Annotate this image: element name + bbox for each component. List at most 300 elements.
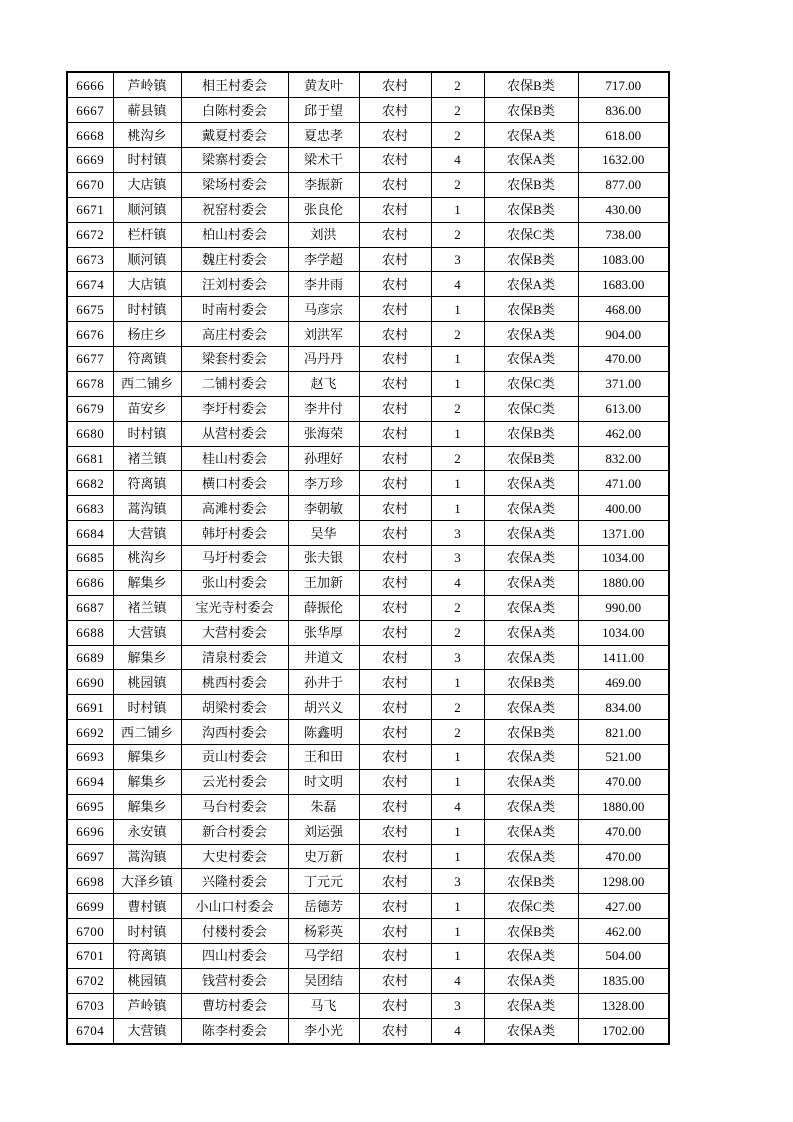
table-cell-count: 1	[431, 819, 484, 844]
table-cell-record-id: 6678	[67, 371, 113, 396]
table-cell-count: 1	[431, 471, 484, 496]
table-cell-count: 1	[431, 919, 484, 944]
table-cell-insurance-category: 农保B类	[484, 72, 578, 98]
table-cell-record-id: 6697	[67, 844, 113, 869]
table-cell-person-name: 马彦宗	[288, 297, 359, 322]
table-cell-village-committee: 贡山村委会	[181, 745, 288, 770]
table-cell-residence-type: 农村	[359, 521, 431, 546]
table-cell-residence-type: 农村	[359, 72, 431, 98]
table-cell-insurance-category: 农保A类	[484, 148, 578, 173]
table-row	[67, 322, 669, 347]
table-cell-record-id: 6673	[67, 247, 113, 272]
table-cell-village-committee: 马圩村委会	[181, 546, 288, 571]
table-cell-insurance-category: 农保C类	[484, 222, 578, 247]
table-cell-residence-type: 农村	[359, 844, 431, 869]
table-cell-person-name: 时文明	[288, 769, 359, 794]
table-row	[67, 993, 669, 1018]
table-cell-town: 大泽乡镇	[113, 869, 181, 894]
table-cell-residence-type: 农村	[359, 869, 431, 894]
table-cell-record-id: 6700	[67, 919, 113, 944]
table-cell-residence-type: 农村	[359, 919, 431, 944]
table-cell-person-name: 孙井于	[288, 670, 359, 695]
table-cell-village-committee: 高滩村委会	[181, 496, 288, 521]
table-cell-person-name: 吴华	[288, 521, 359, 546]
table-cell-insurance-category: 农保A类	[484, 595, 578, 620]
table-cell-insurance-category: 农保A类	[484, 968, 578, 993]
benefits-table-body	[67, 72, 669, 1044]
table-cell-residence-type: 农村	[359, 1018, 431, 1044]
table-cell-village-committee: 大史村委会	[181, 844, 288, 869]
table-cell-residence-type: 农村	[359, 944, 431, 969]
table-cell-insurance-category: 农保A类	[484, 819, 578, 844]
table-cell-town: 解集乡	[113, 570, 181, 595]
table-cell-insurance-category: 农保B类	[484, 720, 578, 745]
table-cell-village-committee: 魏庄村委会	[181, 247, 288, 272]
table-cell-person-name: 薛振伦	[288, 595, 359, 620]
table-cell-person-name: 陈鑫明	[288, 720, 359, 745]
table-cell-residence-type: 农村	[359, 98, 431, 123]
table-cell-person-name: 刘洪	[288, 222, 359, 247]
table-cell-residence-type: 农村	[359, 546, 431, 571]
table-cell-amount: 470.00	[578, 819, 669, 844]
table-cell-count: 1	[431, 371, 484, 396]
table-cell-record-id: 6692	[67, 720, 113, 745]
table-cell-person-name: 李井付	[288, 396, 359, 421]
table-cell-person-name: 王加新	[288, 570, 359, 595]
table-row	[67, 272, 669, 297]
table-cell-amount: 904.00	[578, 322, 669, 347]
table-cell-town: 符离镇	[113, 944, 181, 969]
table-cell-town: 栏杆镇	[113, 222, 181, 247]
table-cell-count: 4	[431, 570, 484, 595]
table-cell-village-committee: 韩圩村委会	[181, 521, 288, 546]
table-cell-record-id: 6686	[67, 570, 113, 595]
table-row	[67, 968, 669, 993]
table-cell-person-name: 李井雨	[288, 272, 359, 297]
table-row	[67, 819, 669, 844]
table-cell-amount: 613.00	[578, 396, 669, 421]
table-cell-record-id: 6680	[67, 421, 113, 446]
table-row	[67, 98, 669, 123]
table-cell-town: 大店镇	[113, 172, 181, 197]
table-cell-person-name: 刘洪军	[288, 322, 359, 347]
table-cell-insurance-category: 农保B类	[484, 421, 578, 446]
table-cell-record-id: 6704	[67, 1018, 113, 1044]
table-row	[67, 919, 669, 944]
table-cell-count: 1	[431, 745, 484, 770]
table-cell-amount: 470.00	[578, 769, 669, 794]
table-cell-amount: 834.00	[578, 695, 669, 720]
table-cell-record-id: 6682	[67, 471, 113, 496]
table-cell-amount: 821.00	[578, 720, 669, 745]
table-cell-amount: 469.00	[578, 670, 669, 695]
table-cell-record-id: 6689	[67, 645, 113, 670]
table-cell-town: 时村镇	[113, 421, 181, 446]
table-cell-village-committee: 李圩村委会	[181, 396, 288, 421]
table-cell-residence-type: 农村	[359, 819, 431, 844]
table-cell-amount: 471.00	[578, 471, 669, 496]
table-cell-residence-type: 农村	[359, 297, 431, 322]
table-cell-record-id: 6687	[67, 595, 113, 620]
table-cell-insurance-category: 农保A类	[484, 794, 578, 819]
table-cell-residence-type: 农村	[359, 322, 431, 347]
table-row	[67, 421, 669, 446]
table-cell-record-id: 6703	[67, 993, 113, 1018]
table-cell-village-committee: 从营村委会	[181, 421, 288, 446]
table-cell-record-id: 6685	[67, 546, 113, 571]
table-cell-person-name: 吴团结	[288, 968, 359, 993]
table-cell-village-committee: 二铺村委会	[181, 371, 288, 396]
table-cell-town: 解集乡	[113, 645, 181, 670]
table-cell-residence-type: 农村	[359, 595, 431, 620]
table-cell-person-name: 丁元元	[288, 869, 359, 894]
table-cell-insurance-category: 农保B类	[484, 869, 578, 894]
table-cell-village-committee: 梁寨村委会	[181, 148, 288, 173]
table-cell-residence-type: 农村	[359, 123, 431, 148]
table-cell-insurance-category: 农保A类	[484, 844, 578, 869]
table-cell-count: 2	[431, 720, 484, 745]
table-cell-village-committee: 汪刘村委会	[181, 272, 288, 297]
table-cell-insurance-category: 农保A类	[484, 695, 578, 720]
table-cell-amount: 521.00	[578, 745, 669, 770]
table-cell-insurance-category: 农保A类	[484, 745, 578, 770]
table-cell-town: 褚兰镇	[113, 595, 181, 620]
table-cell-residence-type: 农村	[359, 148, 431, 173]
table-cell-record-id: 6667	[67, 98, 113, 123]
table-cell-insurance-category: 农保A类	[484, 322, 578, 347]
table-cell-amount: 1298.00	[578, 869, 669, 894]
table-cell-person-name: 李振新	[288, 172, 359, 197]
table-cell-record-id: 6677	[67, 347, 113, 372]
table-cell-count: 3	[431, 546, 484, 571]
table-cell-insurance-category: 农保A类	[484, 496, 578, 521]
table-cell-count: 4	[431, 272, 484, 297]
table-cell-count: 1	[431, 944, 484, 969]
table-row	[67, 72, 669, 98]
table-cell-residence-type: 农村	[359, 745, 431, 770]
table-cell-amount: 1034.00	[578, 620, 669, 645]
table-row	[67, 172, 669, 197]
table-cell-record-id: 6670	[67, 172, 113, 197]
table-cell-village-committee: 兴隆村委会	[181, 869, 288, 894]
table-cell-count: 2	[431, 396, 484, 421]
table-cell-record-id: 6671	[67, 197, 113, 222]
table-cell-count: 1	[431, 769, 484, 794]
table-row	[67, 396, 669, 421]
table-cell-insurance-category: 农保C类	[484, 894, 578, 919]
table-cell-count: 4	[431, 1018, 484, 1044]
table-cell-town: 苗安乡	[113, 396, 181, 421]
table-cell-record-id: 6695	[67, 794, 113, 819]
table-cell-amount: 504.00	[578, 944, 669, 969]
table-cell-residence-type: 农村	[359, 222, 431, 247]
table-cell-town: 蒿沟镇	[113, 844, 181, 869]
table-cell-person-name: 李学超	[288, 247, 359, 272]
table-row	[67, 247, 669, 272]
table-cell-amount: 1328.00	[578, 993, 669, 1018]
table-row	[67, 745, 669, 770]
table-cell-insurance-category: 农保A类	[484, 645, 578, 670]
table-cell-insurance-category: 农保A类	[484, 471, 578, 496]
table-cell-amount: 832.00	[578, 446, 669, 471]
table-cell-village-committee: 胡梁村委会	[181, 695, 288, 720]
table-cell-amount: 738.00	[578, 222, 669, 247]
table-row	[67, 794, 669, 819]
table-cell-record-id: 6684	[67, 521, 113, 546]
table-cell-residence-type: 农村	[359, 371, 431, 396]
table-cell-village-committee: 钱营村委会	[181, 968, 288, 993]
table-cell-record-id: 6698	[67, 869, 113, 894]
table-cell-person-name: 李朝敏	[288, 496, 359, 521]
table-cell-person-name: 梁术干	[288, 148, 359, 173]
table-cell-amount: 717.00	[578, 72, 669, 98]
table-row	[67, 297, 669, 322]
table-cell-record-id: 6668	[67, 123, 113, 148]
table-cell-person-name: 张海荣	[288, 421, 359, 446]
table-cell-insurance-category: 农保B类	[484, 670, 578, 695]
table-cell-count: 1	[431, 421, 484, 446]
table-row	[67, 670, 669, 695]
table-cell-amount: 371.00	[578, 371, 669, 396]
table-cell-amount: 1632.00	[578, 148, 669, 173]
table-row	[67, 1018, 669, 1044]
table-cell-town: 顺河镇	[113, 247, 181, 272]
table-cell-amount: 1683.00	[578, 272, 669, 297]
table-cell-record-id: 6699	[67, 894, 113, 919]
table-cell-amount: 470.00	[578, 347, 669, 372]
table-cell-village-committee: 曹坊村委会	[181, 993, 288, 1018]
table-cell-amount: 1411.00	[578, 645, 669, 670]
table-cell-record-id: 6672	[67, 222, 113, 247]
table-cell-town: 曹村镇	[113, 894, 181, 919]
table-cell-amount: 618.00	[578, 123, 669, 148]
table-cell-insurance-category: 农保B类	[484, 446, 578, 471]
table-cell-residence-type: 农村	[359, 172, 431, 197]
table-cell-insurance-category: 农保A类	[484, 993, 578, 1018]
table-cell-amount: 462.00	[578, 919, 669, 944]
table-cell-amount: 470.00	[578, 844, 669, 869]
table-cell-residence-type: 农村	[359, 570, 431, 595]
table-cell-village-committee: 小山口村委会	[181, 894, 288, 919]
table-cell-town: 桃园镇	[113, 968, 181, 993]
table-cell-count: 1	[431, 347, 484, 372]
table-row	[67, 496, 669, 521]
table-cell-count: 3	[431, 645, 484, 670]
table-cell-town: 永安镇	[113, 819, 181, 844]
table-cell-town: 顺河镇	[113, 197, 181, 222]
table-cell-record-id: 6690	[67, 670, 113, 695]
table-row	[67, 148, 669, 173]
table-cell-residence-type: 农村	[359, 695, 431, 720]
table-cell-count: 2	[431, 620, 484, 645]
table-cell-residence-type: 农村	[359, 993, 431, 1018]
table-row	[67, 521, 669, 546]
table-cell-person-name: 张华厚	[288, 620, 359, 645]
table-cell-town: 大店镇	[113, 272, 181, 297]
table-row	[67, 595, 669, 620]
table-cell-count: 2	[431, 446, 484, 471]
table-cell-record-id: 6701	[67, 944, 113, 969]
table-cell-record-id: 6679	[67, 396, 113, 421]
table-cell-town: 大营镇	[113, 1018, 181, 1044]
table-cell-amount: 990.00	[578, 595, 669, 620]
table-cell-village-committee: 新合村委会	[181, 819, 288, 844]
table-cell-town: 桃沟乡	[113, 123, 181, 148]
table-cell-count: 4	[431, 148, 484, 173]
table-cell-town: 杨庄乡	[113, 322, 181, 347]
table-row	[67, 123, 669, 148]
table-cell-amount: 1371.00	[578, 521, 669, 546]
table-cell-person-name: 朱磊	[288, 794, 359, 819]
table-cell-town: 芦岭镇	[113, 993, 181, 1018]
table-cell-village-committee: 宝光寺村委会	[181, 595, 288, 620]
table-cell-count: 4	[431, 968, 484, 993]
table-cell-town: 解集乡	[113, 745, 181, 770]
table-cell-insurance-category: 农保C类	[484, 396, 578, 421]
table-cell-insurance-category: 农保A类	[484, 272, 578, 297]
table-cell-amount: 1702.00	[578, 1018, 669, 1044]
table-row	[67, 695, 669, 720]
table-cell-town: 西二铺乡	[113, 720, 181, 745]
table-cell-village-committee: 陈李村委会	[181, 1018, 288, 1044]
table-cell-person-name: 马飞	[288, 993, 359, 1018]
table-cell-record-id: 6669	[67, 148, 113, 173]
table-cell-person-name: 夏忠孝	[288, 123, 359, 148]
table-cell-village-committee: 相王村委会	[181, 72, 288, 98]
table-cell-residence-type: 农村	[359, 620, 431, 645]
table-cell-town: 解集乡	[113, 769, 181, 794]
table-row	[67, 222, 669, 247]
table-cell-count: 3	[431, 521, 484, 546]
table-cell-record-id: 6675	[67, 297, 113, 322]
table-cell-insurance-category: 农保B类	[484, 919, 578, 944]
table-cell-record-id: 6702	[67, 968, 113, 993]
table-cell-amount: 430.00	[578, 197, 669, 222]
table-row	[67, 894, 669, 919]
table-cell-count: 3	[431, 247, 484, 272]
table-cell-person-name: 马学绍	[288, 944, 359, 969]
table-cell-village-committee: 四山村委会	[181, 944, 288, 969]
table-cell-count: 2	[431, 172, 484, 197]
table-cell-amount: 1880.00	[578, 570, 669, 595]
table-cell-person-name: 史万新	[288, 844, 359, 869]
table-cell-village-committee: 桃西村委会	[181, 670, 288, 695]
table-cell-person-name: 张良伦	[288, 197, 359, 222]
table-cell-amount: 1034.00	[578, 546, 669, 571]
table-cell-person-name: 李小光	[288, 1018, 359, 1044]
table-cell-person-name: 杨彩英	[288, 919, 359, 944]
table-cell-town: 大营镇	[113, 620, 181, 645]
table-cell-amount: 1835.00	[578, 968, 669, 993]
table-cell-insurance-category: 农保A类	[484, 347, 578, 372]
table-cell-insurance-category: 农保A类	[484, 769, 578, 794]
table-cell-village-committee: 梁套村委会	[181, 347, 288, 372]
table-cell-person-name: 孙理好	[288, 446, 359, 471]
table-cell-person-name: 李万珍	[288, 471, 359, 496]
table-cell-person-name: 张夫银	[288, 546, 359, 571]
table-row	[67, 446, 669, 471]
table-cell-residence-type: 农村	[359, 645, 431, 670]
table-row	[67, 347, 669, 372]
table-cell-village-committee: 横口村委会	[181, 471, 288, 496]
table-cell-insurance-category: 农保C类	[484, 371, 578, 396]
table-cell-residence-type: 农村	[359, 794, 431, 819]
table-row	[67, 570, 669, 595]
table-cell-count: 3	[431, 869, 484, 894]
table-cell-village-committee: 马台村委会	[181, 794, 288, 819]
table-cell-town: 时村镇	[113, 148, 181, 173]
table-cell-residence-type: 农村	[359, 670, 431, 695]
table-cell-village-committee: 大营村委会	[181, 620, 288, 645]
table-cell-insurance-category: 农保A类	[484, 570, 578, 595]
table-cell-record-id: 6691	[67, 695, 113, 720]
table-cell-count: 1	[431, 496, 484, 521]
table-cell-town: 褚兰镇	[113, 446, 181, 471]
table-cell-insurance-category: 农保B类	[484, 172, 578, 197]
table-cell-insurance-category: 农保A类	[484, 1018, 578, 1044]
table-row	[67, 645, 669, 670]
table-cell-residence-type: 农村	[359, 769, 431, 794]
table-cell-town: 蒿沟镇	[113, 496, 181, 521]
table-cell-record-id: 6696	[67, 819, 113, 844]
table-cell-person-name: 岳德芳	[288, 894, 359, 919]
table-cell-village-committee: 白陈村委会	[181, 98, 288, 123]
table-cell-count: 1	[431, 844, 484, 869]
table-row	[67, 197, 669, 222]
table-cell-town: 解集乡	[113, 794, 181, 819]
table-cell-amount: 462.00	[578, 421, 669, 446]
table-cell-village-committee: 柏山村委会	[181, 222, 288, 247]
table-cell-amount: 400.00	[578, 496, 669, 521]
table-cell-residence-type: 农村	[359, 347, 431, 372]
table-cell-insurance-category: 农保A类	[484, 521, 578, 546]
table-cell-amount: 1880.00	[578, 794, 669, 819]
table-cell-amount: 836.00	[578, 98, 669, 123]
table-cell-insurance-category: 农保A类	[484, 123, 578, 148]
table-cell-count: 2	[431, 695, 484, 720]
table-row	[67, 546, 669, 571]
table-cell-village-committee: 付楼村委会	[181, 919, 288, 944]
table-cell-residence-type: 农村	[359, 968, 431, 993]
table-cell-record-id: 6681	[67, 446, 113, 471]
table-cell-village-committee: 云光村委会	[181, 769, 288, 794]
table-cell-record-id: 6693	[67, 745, 113, 770]
table-cell-village-committee: 高庄村委会	[181, 322, 288, 347]
table-cell-person-name: 胡兴义	[288, 695, 359, 720]
table-cell-residence-type: 农村	[359, 446, 431, 471]
table-cell-village-committee: 清泉村委会	[181, 645, 288, 670]
table-cell-person-name: 赵飞	[288, 371, 359, 396]
table-cell-town: 蕲县镇	[113, 98, 181, 123]
table-cell-residence-type: 农村	[359, 272, 431, 297]
table-cell-person-name: 井道文	[288, 645, 359, 670]
table-cell-count: 2	[431, 72, 484, 98]
table-cell-town: 时村镇	[113, 297, 181, 322]
table-cell-town: 桃沟乡	[113, 546, 181, 571]
table-cell-count: 4	[431, 794, 484, 819]
table-cell-town: 芦岭镇	[113, 72, 181, 98]
table-cell-person-name: 王和田	[288, 745, 359, 770]
table-cell-record-id: 6676	[67, 322, 113, 347]
table-cell-count: 2	[431, 222, 484, 247]
table-cell-person-name: 冯丹丹	[288, 347, 359, 372]
table-cell-amount: 1083.00	[578, 247, 669, 272]
table-cell-village-committee: 张山村委会	[181, 570, 288, 595]
table-cell-residence-type: 农村	[359, 197, 431, 222]
table-cell-town: 时村镇	[113, 695, 181, 720]
table-cell-count: 2	[431, 595, 484, 620]
table-cell-town: 符离镇	[113, 471, 181, 496]
